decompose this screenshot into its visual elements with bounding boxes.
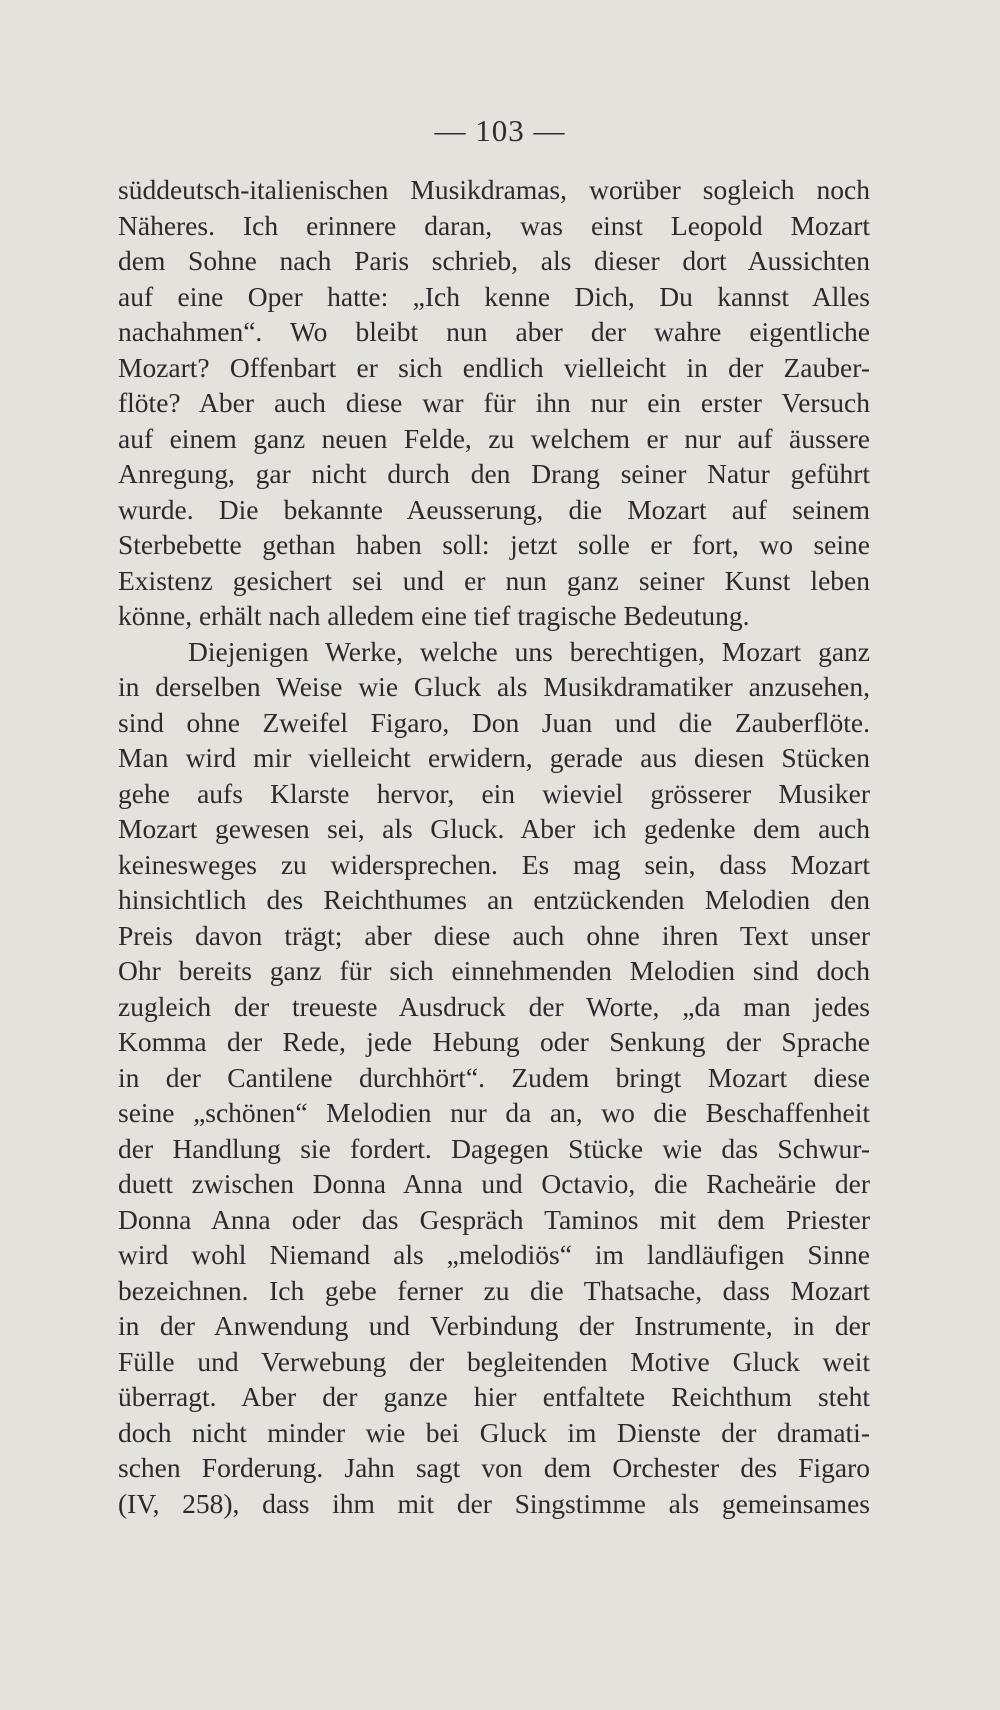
text-line: süddeutsch-italienischen Musikdramas, worüber sogleich noch	[118, 174, 870, 205]
text-line: Mozart gewesen sei, als Gluck. Aber ich gedenke dem auch	[118, 813, 870, 844]
text-line: Ohr bereits ganz für sich einnehmenden Melodien sind doch	[118, 955, 870, 986]
text-line: Donna Anna oder das Gespräch Taminos mit dem Priester	[118, 1203, 870, 1235]
text-line: duett zwischen Donna Anna und Octavio, die Racheärie der	[118, 1168, 870, 1199]
text-line: seine „schönen“ Melodien nur da an, wo die Beschaffenheit	[118, 1097, 870, 1128]
text-line: wurde. Die bekannte Aeusserung, die Mozart auf seinem	[118, 493, 870, 525]
text-line: Fülle und Verwebung der begleitenden Motive Gluck weit	[118, 1345, 870, 1377]
text-line: in der Anwendung und Verbindung der Instrumente, in der	[118, 1310, 870, 1341]
text-line: Mozart? Offenbart er sich endlich vielleicht in der Zauber-	[118, 351, 870, 383]
text-line: bezeichnen. Ich gebe ferner zu die Thatsache, dass Mozart	[118, 1274, 870, 1306]
text-line: schen Forderung. Jahn sagt von dem Orchester des Figaro	[118, 1452, 870, 1483]
text-line: überragt. Aber der ganze hier entfaltete Reichthum steht	[118, 1381, 870, 1412]
text-line: Anregung, gar nicht durch den Drang seiner Natur geführt	[118, 458, 870, 489]
text-line: keinesweges zu widersprechen. Es mag sein, dass Mozart	[118, 848, 870, 880]
text-line: (IV, 258), dass ihm mit der Singstimme als gemeinsames	[118, 1487, 870, 1519]
text-line: flöte? Aber auch diese war für ihn nur ein erster Versuch	[118, 387, 870, 418]
text-line: sind ohne Zweifel Figaro, Don Juan und die Zauberflöte.	[118, 706, 870, 738]
text-line: Näheres. Ich erinnere daran, was einst Leopold Mozart	[118, 209, 870, 241]
text-line: Komma der Rede, jede Hebung oder Senkung der Sprache	[118, 1026, 870, 1057]
text-line: in der Cantilene durchhört“. Zudem bringt Mozart diese	[118, 1061, 870, 1093]
text-line: Preis davon trägt; aber diese auch ohne ihren Text unser	[118, 919, 870, 951]
text-line: Sterbebette gethan haben soll: jetzt solle er fort, wo seine	[118, 529, 870, 560]
text-line: gehe aufs Klarste hervor, ein wieviel grösserer Musiker	[118, 777, 870, 809]
text-line: auf einem ganz neuen Felde, zu welchem er nur auf äussere	[118, 422, 870, 454]
text-line: in derselben Weise wie Gluck als Musikdramatiker anzusehen,	[118, 671, 870, 702]
text-line: dem Sohne nach Paris schrieb, als dieser dort Aussichten	[118, 245, 870, 276]
text-line: wird wohl Niemand als „melodiös“ im landläufigen Sinne	[118, 1239, 870, 1270]
text-line: Existenz gesichert sei und er nun ganz seiner Kunst leben	[118, 564, 870, 596]
text-line: doch nicht minder wie bei Gluck im Dienste der dramati-	[118, 1416, 870, 1448]
text-line-paragraph-end: könne, erhält nach alledem eine tief tragische Bedeutung.	[118, 600, 750, 631]
text-line: der Handlung sie fordert. Dagegen Stücke wie das Schwur-	[118, 1132, 870, 1164]
text-line: hinsichtlich des Reichthumes an entzückenden Melodien den	[118, 884, 870, 915]
text-line: auf eine Oper hatte: „Ich kenne Dich, Du kannst Alles	[118, 280, 870, 312]
text-line: nachahmen“. Wo bleibt nun aber der wahre eigentliche	[118, 316, 870, 347]
page-number: — 103 —	[434, 113, 566, 148]
body-text	[118, 172, 870, 1521]
text-line: zugleich der treueste Ausdruck der Worte, „da man jedes	[118, 990, 870, 1022]
text-line: Man wird mir vielleicht erwidern, gerade aus diesen Stücken	[118, 742, 870, 773]
text-line-paragraph-start: Diejenigen Werke, welche uns berechtigen, Mozart ganz	[188, 635, 870, 667]
